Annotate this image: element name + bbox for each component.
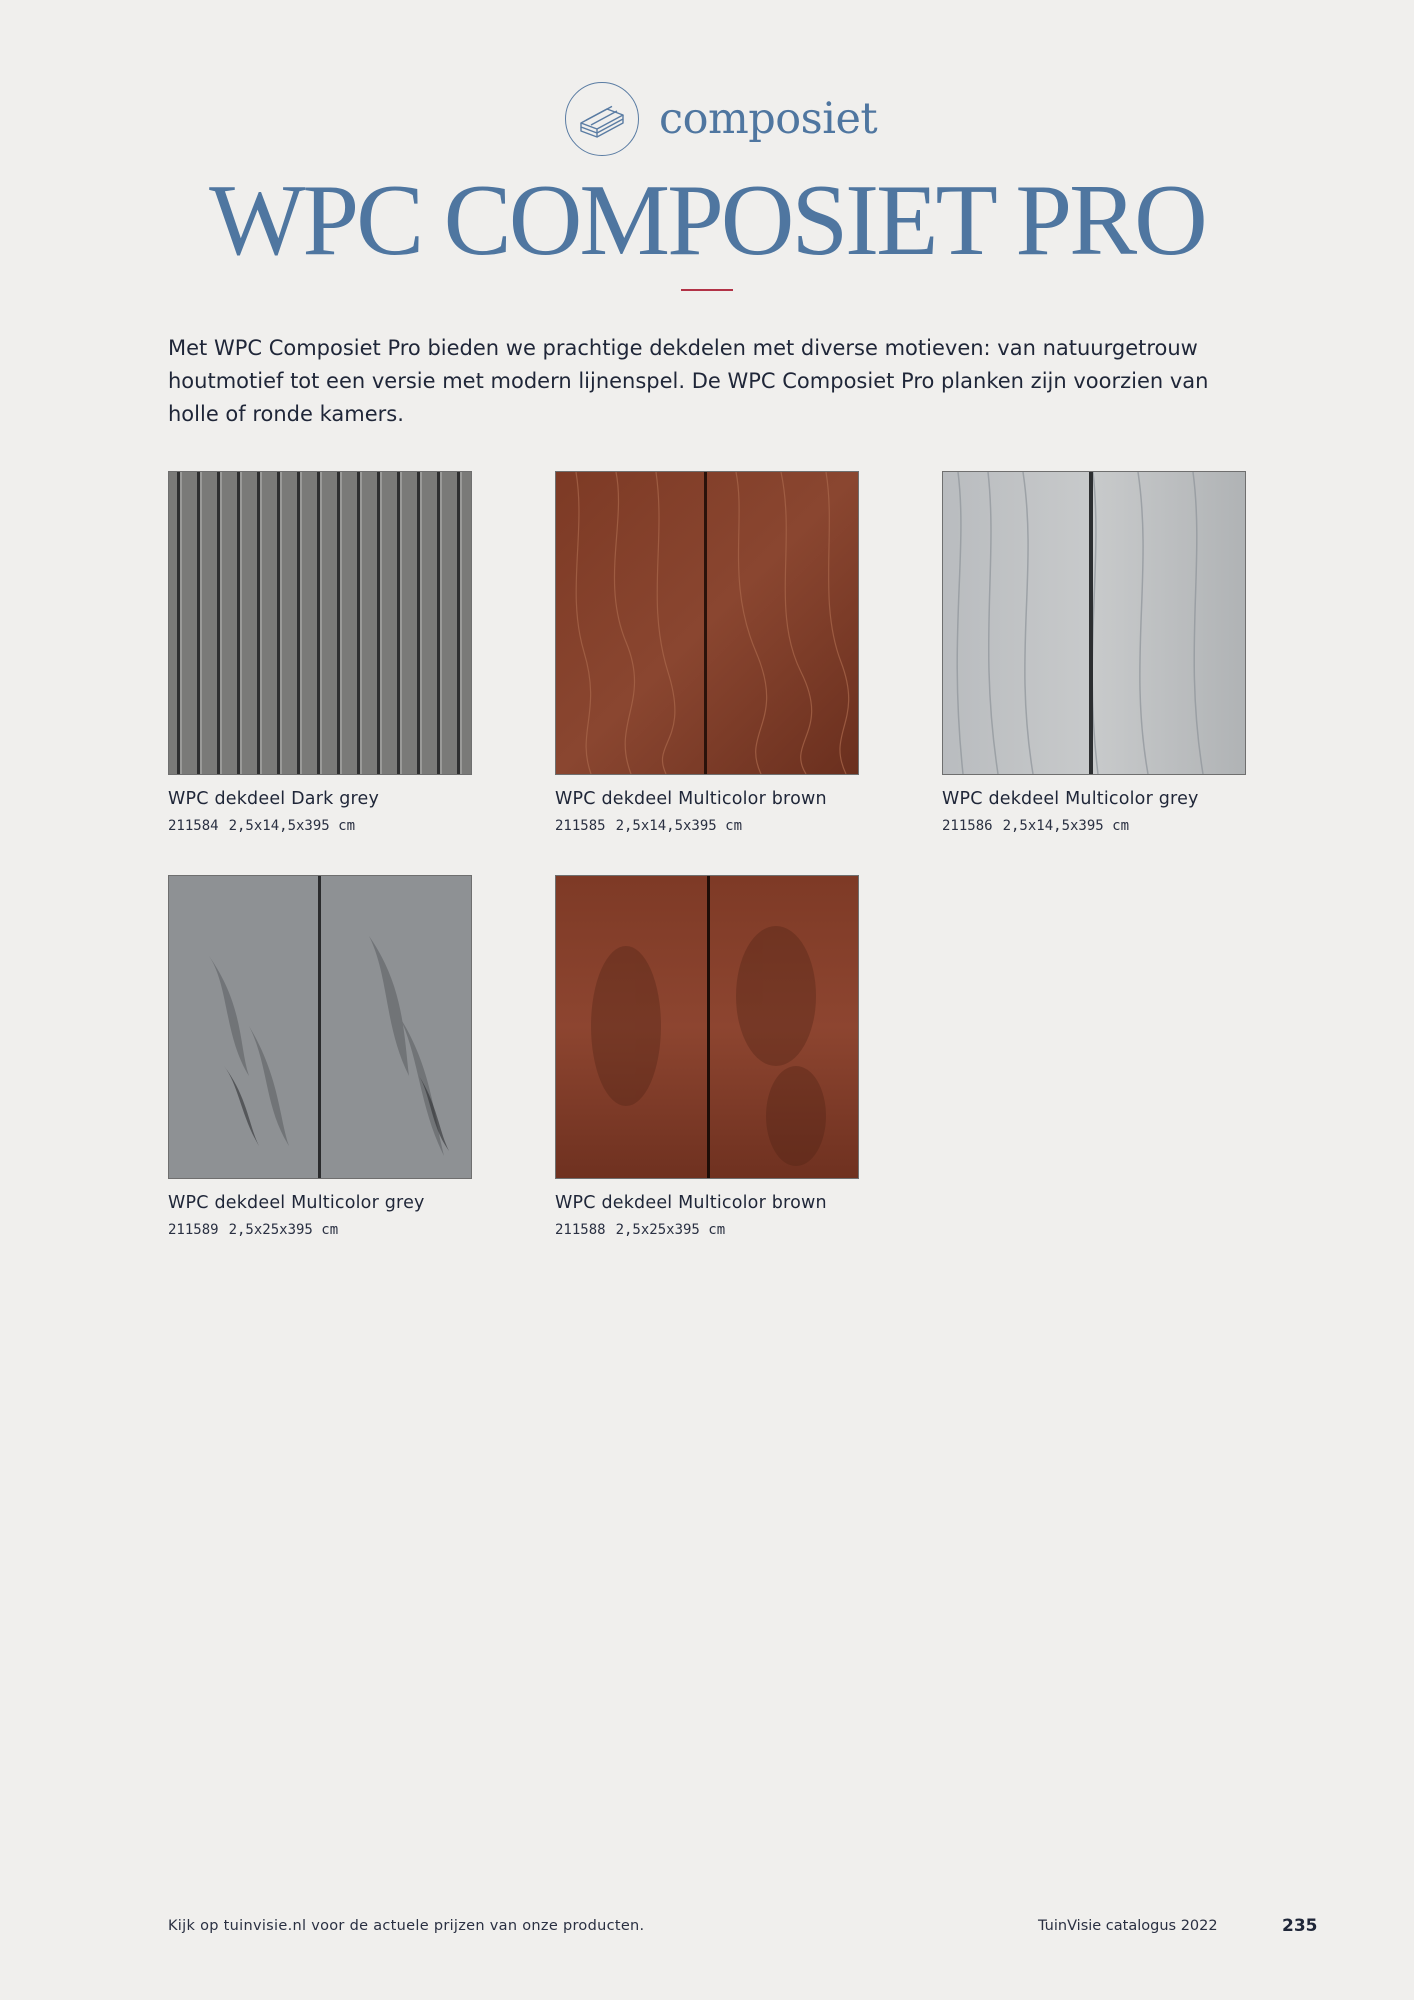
- product-code: [168, 818, 472, 834]
- groove-line: [297, 472, 300, 774]
- groove-line: [457, 472, 460, 774]
- product-card: [555, 471, 859, 834]
- dimensions: 2,5x25x395 cm: [615, 1222, 726, 1238]
- catalog-label: TuinVisie catalogus 2022: [1038, 1918, 1218, 1934]
- product-name: WPC dekdeel Multicolor brown: [555, 789, 827, 809]
- groove-line: [257, 472, 260, 774]
- product-name: WPC dekdeel Multicolor grey: [168, 1193, 425, 1213]
- groove-highlight: [240, 472, 242, 774]
- groove-highlight: [200, 472, 202, 774]
- product-image: [168, 875, 472, 1179]
- groove-highlight: [320, 472, 322, 774]
- article-number: 211589: [168, 1222, 219, 1238]
- groove-highlight: [280, 472, 282, 774]
- dimensions: 2,5x14,5x395 cm: [1002, 818, 1130, 834]
- groove-line: [337, 472, 340, 774]
- article-number: 211586: [942, 818, 993, 834]
- product-card: [168, 471, 472, 834]
- dimensions: 2,5x14,5x395 cm: [228, 818, 356, 834]
- groove-highlight: [260, 472, 262, 774]
- category-label: composiet: [659, 93, 878, 144]
- dimensions: 2,5x14,5x395 cm: [615, 818, 743, 834]
- groove-line: [177, 472, 180, 774]
- product-card: [555, 875, 859, 1238]
- groove-line: [197, 472, 200, 774]
- groove-line: [437, 472, 440, 774]
- product-image: [555, 875, 859, 1179]
- groove-line: [237, 472, 240, 774]
- groove-highlight: [380, 472, 382, 774]
- page-title: WPC COMPOSIET PRO: [209, 164, 1205, 277]
- product-image: [942, 471, 1246, 775]
- product-code: [942, 818, 1246, 834]
- brand-header: [565, 82, 877, 156]
- product-name: WPC dekdeel Multicolor brown: [555, 1193, 827, 1213]
- groove-line: [377, 472, 380, 774]
- groove-highlight: [420, 472, 422, 774]
- groove-highlight: [400, 472, 402, 774]
- product-code: [168, 1222, 472, 1238]
- title-divider: [681, 289, 733, 291]
- page-number: 235: [1282, 1916, 1318, 1936]
- groove-line: [317, 472, 320, 774]
- product-image: [168, 471, 472, 775]
- groove-line: [417, 472, 420, 774]
- product-code: [555, 818, 859, 834]
- article-number: 211585: [555, 818, 606, 834]
- product-code: [555, 1222, 859, 1238]
- groove-highlight: [340, 472, 342, 774]
- groove-line: [277, 472, 280, 774]
- article-number: 211584: [168, 818, 219, 834]
- composite-planks-icon: [565, 82, 639, 156]
- groove-highlight: [360, 472, 362, 774]
- groove-highlight: [440, 472, 442, 774]
- product-card: [168, 875, 472, 1238]
- groove-highlight: [300, 472, 302, 774]
- product-card: [942, 471, 1246, 834]
- groove-highlight: [460, 472, 462, 774]
- intro-text: Met WPC Composiet Pro bieden we prachtige dekdelen met diverse motieven: van natuurgetrouw houtmotief tot een versie met modern lijnenspel. De WPC Composiet Pro planken zijn voorzien van holle of ronde kamers.: [168, 336, 1209, 426]
- groove-line: [357, 472, 360, 774]
- dimensions: 2,5x25x395 cm: [228, 1222, 339, 1238]
- groove-highlight: [220, 472, 222, 774]
- groove-highlight: [180, 472, 182, 774]
- groove-line: [397, 472, 400, 774]
- product-name: WPC dekdeel Dark grey: [168, 789, 380, 809]
- product-name: WPC dekdeel Multicolor grey: [942, 789, 1199, 809]
- groove-line: [217, 472, 220, 774]
- footer-note: Kijk op tuinvisie.nl voor de actuele prijzen van onze producten.: [168, 1918, 645, 1934]
- product-image: [555, 471, 859, 775]
- article-number: 211588: [555, 1222, 606, 1238]
